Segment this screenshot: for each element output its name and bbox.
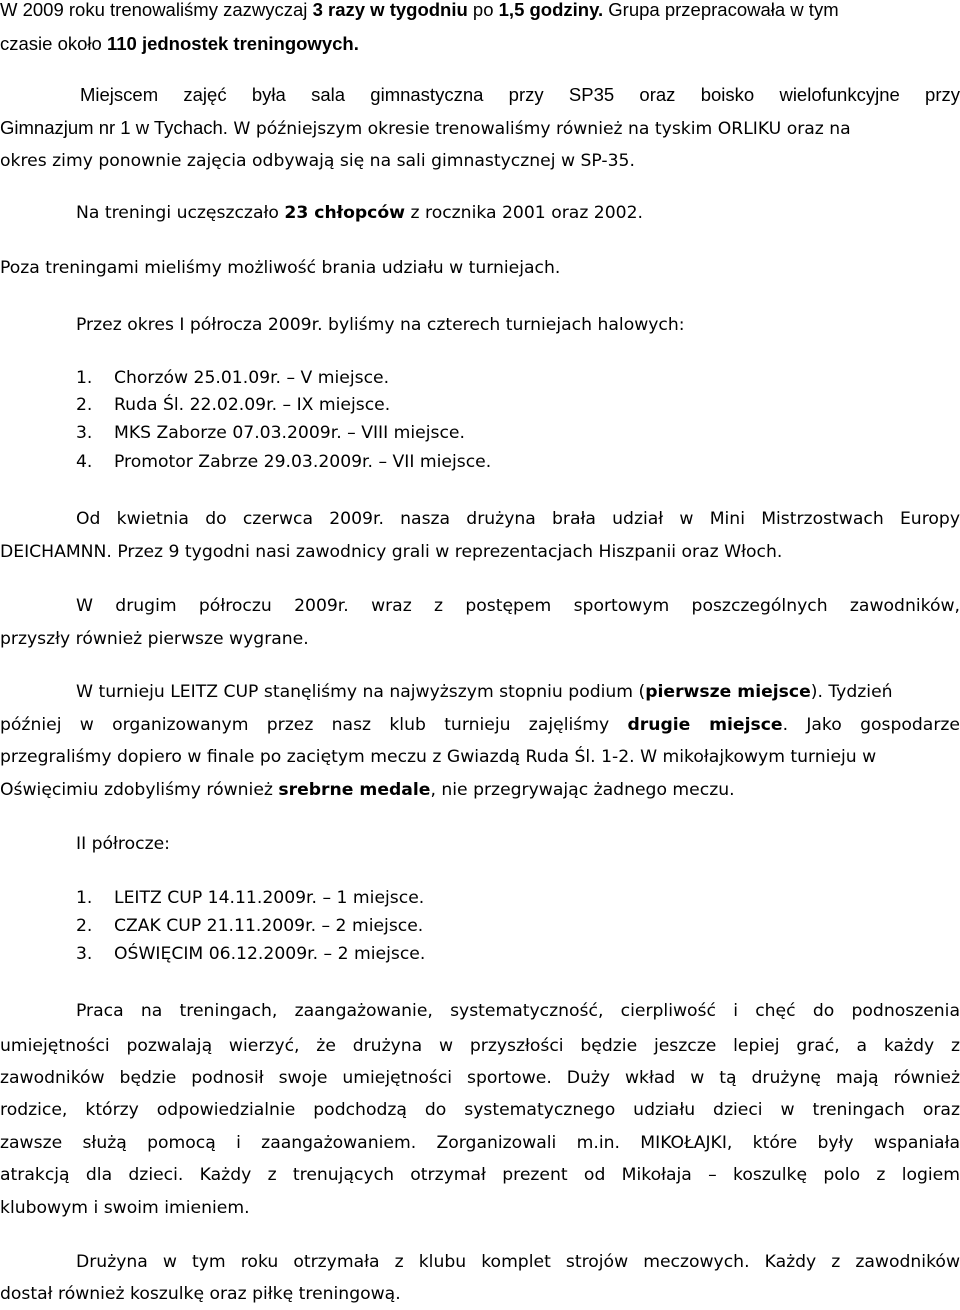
paragraph-results-line-1 xyxy=(76,680,960,704)
list2-number: 3. xyxy=(76,944,93,964)
bold-text: srebrne medale xyxy=(278,780,431,800)
text-run: z rocznika 2001 oraz 2002. xyxy=(405,203,644,223)
paragraph-summary-line xyxy=(0,1034,960,1058)
text-run: Na treningi uczęszczało xyxy=(76,203,285,223)
text-run: okres zimy ponownie zajęcia odbywają się na sali gimnastycznej w SP-35. xyxy=(0,151,635,171)
paragraph-tournaments-intro: Poza treningami mieliśmy możliwość brania udziału w turniejach. xyxy=(0,258,561,278)
bold-text: 1,5 godziny. xyxy=(498,0,604,20)
text-run: , nie przegrywając żadnego meczu. xyxy=(430,780,735,800)
bold-text: 110 jednostek treningowych. xyxy=(106,33,359,54)
list1-number: 3. xyxy=(76,423,93,443)
text-run: Gimnazjum nr 1 w Tychach. xyxy=(0,117,228,138)
text-run: zawodników będzie podnosił swoje umiejętności sportowe. Duży wkład w tą drużynę mają również xyxy=(0,1068,960,1088)
paragraph-mini-euro-line-1 xyxy=(76,507,960,531)
text-run: Miejscem zajęć była sala gimnastyczna przy SP35 oraz boisko wielofunkcyjne przy xyxy=(80,84,960,105)
text-run: po xyxy=(467,0,499,20)
list2-item-text: CZAK CUP 21.11.2009r. – 2 miejsce. xyxy=(114,916,424,936)
bold-text: 23 chłopców xyxy=(284,203,406,223)
text-run: . Jako gospodarze xyxy=(782,715,960,735)
list2-number: 1. xyxy=(76,888,93,908)
paragraph-summary-line xyxy=(76,999,960,1023)
list2-number: 2. xyxy=(76,916,93,936)
text-run: Od kwietnia do czerwca 2009r. nasza drużyna brała udział w Mini Mistrzostwach Europy xyxy=(76,509,960,529)
paragraph-kits-line-1 xyxy=(76,1250,960,1274)
paragraph-training-frequency-line-1 xyxy=(0,0,960,22)
text-run: W 2009 roku trenowaliśmy zazwyczaj xyxy=(0,0,313,20)
paragraph-summary-line: klubowym i swoim imieniem. xyxy=(0,1198,250,1218)
paragraph-results-line-4 xyxy=(0,778,960,802)
text-run: W późniejszym okresie trenowaliśmy również na tyskim ORLIKU oraz na xyxy=(227,119,851,139)
text-run: ). Tydzień xyxy=(810,682,893,702)
paragraph-results-line-3: przegraliśmy dopiero w finale po zaciętym meczu z Gwiazdą Ruda Śl. 1-2. W mikołajkowym turnieju w xyxy=(0,747,877,767)
paragraph-second-half-heading: II półrocze: xyxy=(76,834,170,854)
paragraph-second-half-line-1 xyxy=(76,594,960,618)
list2-item-text: OŚWIĘCIM 06.12.2009r. – 2 miejsce. xyxy=(114,944,426,964)
paragraph-second-half-line-2: przyszły również pierwsze wygrane. xyxy=(0,629,309,649)
paragraph-venue-line-1 xyxy=(80,83,960,107)
text-run: Drużyna w tym roku otrzymała z klubu komplet strojów meczowych. Każdy z zawodników xyxy=(76,1252,960,1272)
list1-item-text: Chorzów 25.01.09r. – V miejsce. xyxy=(114,368,390,388)
text-run: W drugim półroczu 2009r. wraz z postępem sportowym poszczególnych zawodników, xyxy=(76,596,960,616)
paragraph-summary-line xyxy=(0,1131,960,1155)
bold-text: drugie miejsce xyxy=(627,715,783,735)
paragraph-first-half-intro: Przez okres I półrocza 2009r. byliśmy na czterech turniejach halowych: xyxy=(76,315,685,335)
paragraph-summary-line xyxy=(0,1066,960,1090)
text-run: atrakcją dla dzieci. Każdy z trenujących otrzymał prezent od Mikołaja – koszulkę polo z logiem xyxy=(0,1165,960,1185)
text-run: rodzice, którzy odpowiedzialnie podchodzą do systematycznego udziału dzieci w treningach oraz xyxy=(0,1100,960,1120)
text-run: W turnieju LEITZ CUP stanęliśmy na najwyższym stopniu podium ( xyxy=(76,682,646,702)
bold-text: 3 razy w tygodniu xyxy=(312,0,468,20)
text-run: czasie około xyxy=(0,33,107,54)
text-run: Grupa przepracowała w tym xyxy=(603,0,839,20)
list1-item-text: Promotor Zabrze 29.03.2009r. – VII miejsce. xyxy=(114,452,492,472)
paragraph-summary-line xyxy=(0,1098,960,1122)
text-run: Praca na treningach, zaangażowanie, systematyczność, cierpliwość i chęć do podnoszenia xyxy=(76,1001,960,1021)
list1-number: 2. xyxy=(76,395,93,415)
paragraph-summary-line xyxy=(0,1163,960,1187)
paragraph-training-frequency-line-2 xyxy=(0,32,960,56)
text-run: zawsze służą pomocą i zaangażowaniem. Zorganizowali m.in. MIKOŁAJKI, które były wspaniała xyxy=(0,1133,960,1153)
list1-item-text: MKS Zaborze 07.03.2009r. – VIII miejsce. xyxy=(114,423,465,443)
list1-item-text: Ruda Śl. 22.02.09r. – IX miejsce. xyxy=(114,395,391,415)
paragraph-kits-line-2: dostał również koszulkę oraz piłkę treningową. xyxy=(0,1284,401,1304)
text-run: umiejętności pozwalają wierzyć, że drużyna w przyszłości będzie jeszcze lepiej grać, a każdy z xyxy=(0,1036,960,1056)
text-run: Oświęcimiu zdobyliśmy również xyxy=(0,780,279,800)
paragraph-attendance xyxy=(76,201,960,225)
list1-number: 4. xyxy=(76,452,93,472)
list2-item-text: LEITZ CUP 14.11.2009r. – 1 miejsce. xyxy=(114,888,425,908)
paragraph-venue-line-2 xyxy=(0,116,960,141)
paragraph-results-line-2 xyxy=(0,713,960,737)
paragraph-mini-euro-line-2: DEICHAMNN. Przez 9 tygodni nasi zawodnicy grali w reprezentacjach Hiszpanii oraz Włoch. xyxy=(0,542,783,562)
text-run: później w organizowanym przez nasz klub turnieju zajęliśmy xyxy=(0,715,628,735)
list1-number: 1. xyxy=(76,368,93,388)
bold-text: pierwsze miejsce xyxy=(645,682,811,702)
paragraph-venue-line-3 xyxy=(0,149,960,173)
